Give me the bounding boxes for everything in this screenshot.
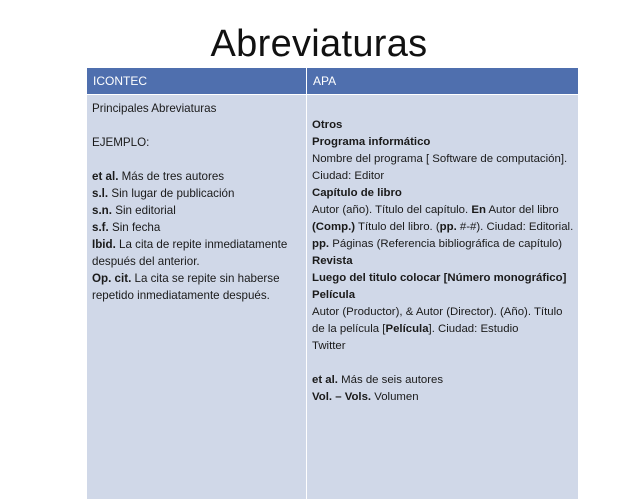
ejemplo-label: EJEMPLO:: [92, 136, 150, 149]
list-item: [92, 219, 302, 236]
spacer: [312, 355, 574, 372]
abbr-term: s.f.: [92, 221, 109, 234]
abbr-desc: La cita de repite inmediatamente después del anterior.: [92, 238, 288, 268]
abbr-term: Ibid.: [92, 238, 116, 251]
page-title: Abreviaturas: [210, 23, 428, 65]
revista-note: Luego del titulo colocar [Número monográfico]: [312, 272, 567, 284]
spacer: [92, 117, 302, 134]
vol-item: [312, 389, 574, 406]
list-item: [92, 202, 302, 219]
twitter-label: Twitter: [312, 340, 346, 352]
pp-text: [312, 236, 574, 253]
list-item: [92, 185, 302, 202]
spacer: [92, 151, 302, 168]
pp-term: pp.: [312, 238, 330, 250]
capitulo-text: [312, 202, 574, 236]
abbr-term: s.n.: [92, 204, 112, 217]
pelicula-text-part: Autor (Productor), & Autor (Director). (Año). Título de la película [: [312, 306, 563, 335]
pelicula-text: [312, 304, 574, 338]
programa-heading: Programa informático: [312, 136, 431, 148]
abbr-desc: Sin fecha: [108, 221, 161, 234]
capitulo-text-part: Autor del libro: [485, 204, 559, 216]
programa-text: Nombre del programa [ Software de computación]. Ciudad: Editor: [312, 153, 568, 182]
abbr-term: s.l.: [92, 187, 109, 200]
etal-term: et al.: [312, 374, 338, 386]
list-item: [92, 168, 302, 185]
capitulo-comp: (Comp.): [312, 221, 356, 233]
table-header-row: [87, 68, 578, 94]
vol-desc: Volumen: [371, 391, 419, 403]
icontec-cell: [87, 95, 307, 499]
capitulo-text-part: Título del libro. (: [355, 221, 440, 233]
capitulo-pp: pp.: [439, 221, 457, 233]
abbreviations-table: [87, 68, 578, 499]
abbr-desc: La cita se repite sin haberse repetido inmediatamente después.: [92, 272, 280, 302]
pelicula-text-part: ]. Ciudad: Estudio: [428, 323, 519, 335]
apa-cell: [307, 95, 578, 499]
abbr-desc: Sin editorial: [111, 204, 176, 217]
pelicula-heading: Película: [312, 289, 356, 301]
header-icontec: ICONTEC: [87, 68, 307, 94]
revista-heading: Revista: [312, 255, 353, 267]
capitulo-text-part: Autor (año). Título del capítulo.: [312, 204, 472, 216]
capitulo-en: En: [471, 204, 486, 216]
abbr-term: et al.: [92, 170, 119, 183]
etal-item: [312, 372, 574, 389]
list-item: [92, 270, 302, 304]
table-body-row: [87, 94, 578, 499]
pelicula-bold: Película: [385, 323, 429, 335]
otros-heading: Otros: [312, 119, 343, 131]
pp-desc: Páginas (Referencia bibliográfica de capítulo): [329, 238, 563, 250]
capitulo-heading: Capítulo de libro: [312, 187, 402, 199]
list-item: [92, 236, 302, 270]
abbr-desc: Más de tres autores: [118, 170, 225, 183]
capitulo-text-part: #-#). Ciudad: Editorial.: [456, 221, 574, 233]
header-apa: APA: [313, 74, 337, 88]
abbr-desc: Sin lugar de publicación: [108, 187, 235, 200]
etal-desc: Más de seis autores: [337, 374, 444, 386]
abbr-term: Op. cit.: [92, 272, 132, 285]
vol-term: Vol. – Vols.: [312, 391, 372, 403]
icontec-heading: Principales Abreviaturas: [92, 102, 217, 115]
